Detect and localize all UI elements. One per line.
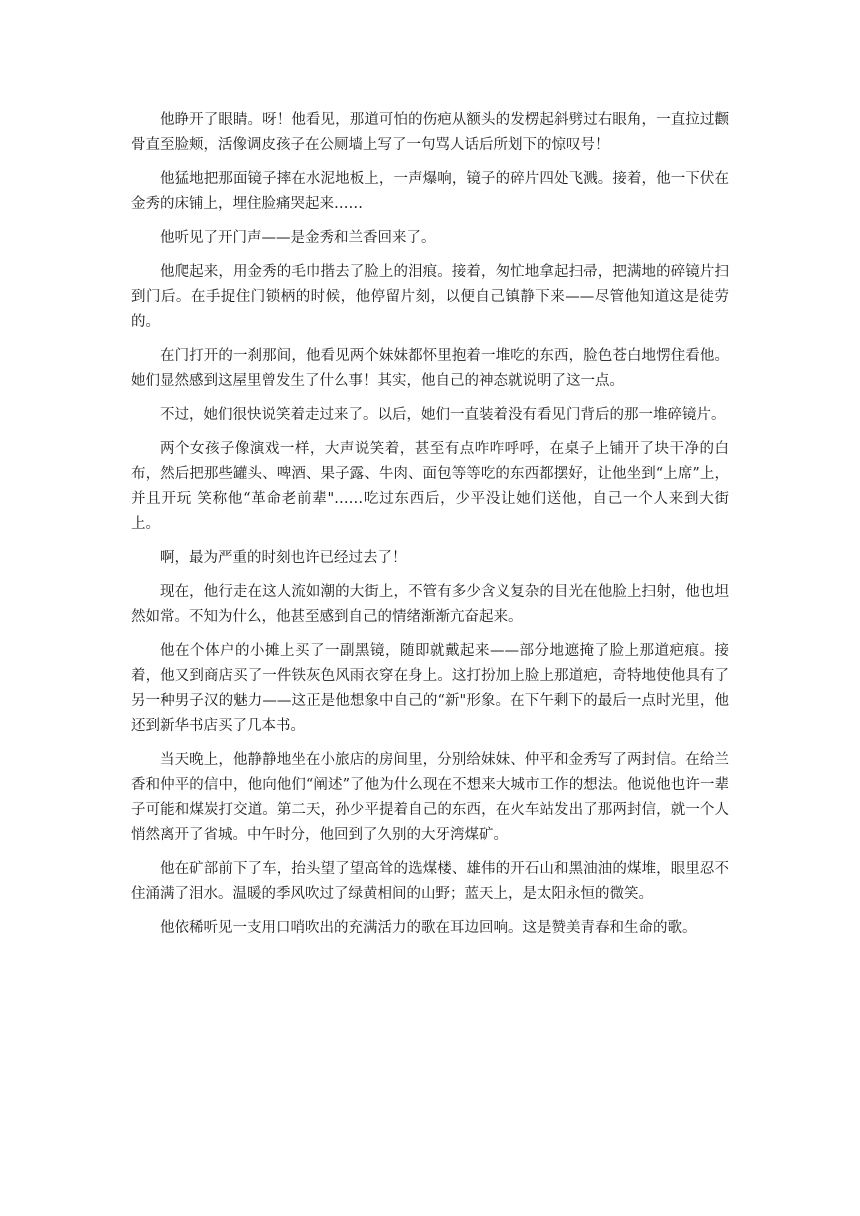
paragraph-13: 他依稀听见一支用口哨吹出的充满活力的歌在耳边回响。这是赞美青春和生命的歌。 [160,920,697,936]
paragraph-3: 他听见了开门声——是金秀和兰香回来了。 [160,230,436,246]
paragraph-7: 两个女孩子像演戏一样，大声说笑着，甚至有点咋咋呼呼，在桌子上铺开了块干净的白布，然后把那些罐头、啤酒、果子露、牛肉、面包等等吃的东西都摆好，让他坐到“上席”上，并且开玩 笑称他“革命老前辈"……吃过东西后，少平没让她们送他，自己一个人来到大街上。 [131,441,729,532]
paragraph-8: 啊，最为严重的时刻也许已经过去了！ [160,550,407,566]
body-text [131,108,729,950]
paragraph-1: 他睁开了眼睛。呀！他看见，那道可怕的伤疤从额头的发楞起斜劈过右眼角，一直拉过颧骨直至脸颊，活像调皮孩子在公厕墙上写了一句骂人话后所划下的惊叹号！ [131,112,729,153]
paragraph-6: 不过，她们很快说笑着走过来了。以后，她们一直装着没有看见门背后的那一堆碎镜片。 [160,407,726,423]
paragraph-4: 他爬起来，用金秀的毛巾揩去了脸上的泪痕。接着，匆忙地拿起扫帚，把满地的碎镜片扫到门后。在手捉住门锁柄的时候，他停留片刻，以便自己镇静下来——尽管他知道这是徒劳的。 [131,264,729,330]
paragraph-12: 他在矿部前下了车，抬头望了望高耸的选煤楼、雄伟的开石山和黑油油的煤堆，眼里忍不住涌满了泪水。温暖的季风吹过了绿黄相间的山野；蓝天上，是太阳永恒的微笑。 [131,861,729,902]
paragraph-10: 他在个体户的小摊上买了一副黑镜，随即就戴起来——部分地遮掩了脸上那道疤痕。接着，他又到商店买了一件铁灰色风雨衣穿在身上。这打扮加上脸上那道疤，奇特地使他具有了另一种男子汉的魅力——这正是他想象中自己的“新"形象。在下午剩下的最后一点时光里，他还到新华书店买了几本书。 [131,643,729,734]
paragraph-11: 当天晚上，他静静地坐在小旅店的房间里，分别给妹妹、仲平和金秀写了两封信。在给兰香和仲平的信中，他向他们“阐述”了他为什么现在不想来大城市工作的想法。他说他也许一辈子可能和煤炭打交道。第二天，孙少平提着自己的东西，在火车站发出了那两封信，就一个人悄然离开了省城。中午时分，他回到了久别的大牙湾煤矿。 [131,752,729,843]
paragraph-9: 现在，他行走在这人流如潮的大街上，不管有多少含义复杂的目光在他脸上扫射，他也坦然如常。不知为什么，他甚至感到自己的情绪渐渐亢奋起来。 [131,584,729,625]
paragraph-5: 在门打开的一刹那间，他看见两个妹妹都怀里抱着一堆吃的东西，脸色苍白地愣住看他。她们显然感到这屋里曾发生了什么事！其实，他自己的神态就说明了这一点。 [131,348,729,389]
paragraph-2: 他猛地把那面镜子摔在水泥地板上，一声爆响，镜子的碎片四处飞溅。接着，他一下伏在金秀的床铺上，埋住脸痛哭起来…… [131,171,729,212]
